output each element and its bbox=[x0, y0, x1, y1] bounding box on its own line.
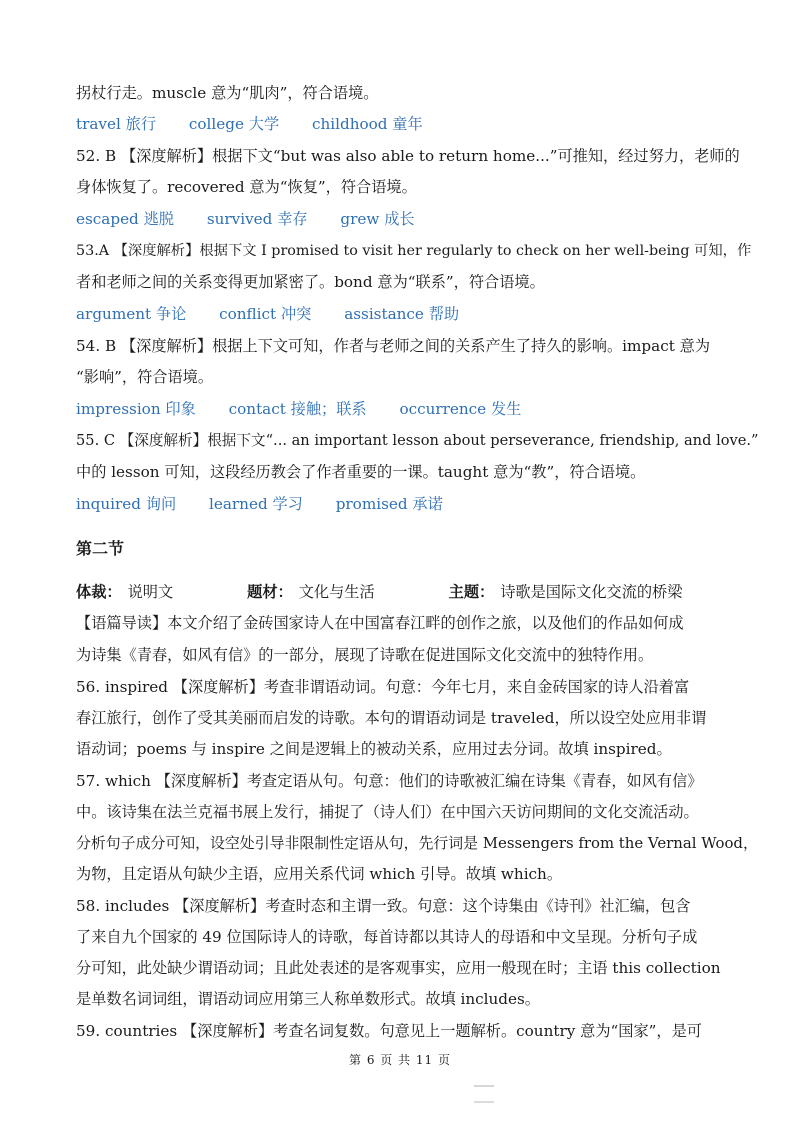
text-line: 为诗集《青春，如风有信》的一部分，展现了诗歌在促进国际文化交流中的独特作用。 bbox=[76, 646, 654, 664]
option: impression 印象 bbox=[76, 400, 196, 418]
option: grew 成长 bbox=[340, 210, 415, 228]
option: learned 学习 bbox=[209, 495, 303, 513]
text-line: 拐杖行走。muscle 意为“肌肉”，符合语境。 bbox=[76, 84, 379, 102]
options-q51 bbox=[76, 113, 760, 135]
answer-52-line: 52. B 【深度解析】根据下文“but was also able to return home...”可推知，经过努力，老师的 bbox=[76, 147, 740, 165]
section-title: 第二节 bbox=[76, 539, 125, 558]
text-line: 身体恢复了。recovered 意为“恢复”，符合语境。 bbox=[76, 178, 417, 196]
answer-56-line: 56. inspired 【深度解析】考查非谓语动词。句意：今年七月，来自金砖国家的诗人沿着富 bbox=[76, 678, 690, 696]
text-line: 了来自九个国家的 49 位国际诗人的诗歌，每首诗都以其诗人的母语和中文呈现。分析句子成 bbox=[76, 928, 698, 946]
option: survived 幸存 bbox=[206, 210, 308, 228]
options-q53 bbox=[76, 303, 760, 325]
passage-meta bbox=[76, 581, 760, 603]
text-line: 分析句子成分可知，设空处引导非限制性定语从句，先行词是 Messengers from the Vernal Wood， bbox=[76, 834, 758, 852]
answer-58-line: 58. includes 【深度解析】考查时态和主谓一致。句意：这个诗集由《诗刊》社汇编，包含 bbox=[76, 897, 691, 915]
text-line: “影响”，符合语境。 bbox=[76, 368, 214, 386]
option: college 大学 bbox=[188, 115, 280, 133]
option: argument 争论 bbox=[76, 305, 187, 323]
text-line: 中。该诗集在法兰克福书展上发行，捕捉了（诗人们）在中国六天访问期间的文化交流活动。 bbox=[76, 803, 699, 821]
text-line: 者和老师之间的关系变得更加紧密了。bond 意为“联系”，符合语境。 bbox=[76, 273, 545, 291]
theme-label: 主题： bbox=[448, 583, 495, 601]
text-line: 是单数名词词组，谓语动词应用第三人称单数形式。故填 includes。 bbox=[76, 990, 540, 1008]
option: conflict 冲突 bbox=[219, 305, 312, 323]
topic-value: 文化与生活 bbox=[298, 583, 375, 601]
text-line: 为物，且定语从句缺少主语，应用关系代词 which 引导。故填 which。 bbox=[76, 865, 563, 883]
option: escaped 逃脱 bbox=[76, 210, 174, 228]
options-q54 bbox=[76, 398, 760, 420]
option: occurrence 发生 bbox=[399, 400, 522, 418]
option: childhood 童年 bbox=[311, 115, 423, 133]
answer-53-line: 53.A 【深度解析】根据下文 I promised to visit her regularly to check on her well-being 可知，作 bbox=[76, 243, 752, 259]
answer-55-line: 55. C 【深度解析】根据下文“... an important lesson about perseverance, friendship, and love.” bbox=[76, 432, 759, 449]
option: inquired 询问 bbox=[76, 495, 177, 513]
text-line: 中的 lesson 可知，这段经历教会了作者重要的一课。taught 意为“教”，符合语境。 bbox=[76, 463, 646, 481]
page-number: 第 6 页 共 11 页 bbox=[349, 1053, 451, 1067]
option: travel 旅行 bbox=[76, 115, 157, 133]
options-q52 bbox=[76, 208, 760, 230]
option: contact 接触；联系 bbox=[228, 400, 367, 418]
theme-value: 诗歌是国际文化交流的桥梁 bbox=[500, 583, 683, 601]
genre-label: 体裁： bbox=[76, 583, 122, 601]
passage-intro-line: 【语篇导读】本文介绍了金砖国家诗人在中国富春江畔的创作之旅，以及他们的作品如何成 bbox=[76, 614, 684, 632]
options-q55 bbox=[76, 493, 760, 515]
answer-57-line: 57. which 【深度解析】考查定语从句。句意：他们的诗歌被汇编在诗集《青春，如风有信》 bbox=[76, 772, 703, 790]
genre-value: 说明文 bbox=[127, 583, 174, 601]
text-line: 春江旅行，创作了受其美丽而启发的诗歌。本句的谓语动词是 traveled，所以设空处应用非谓 bbox=[76, 709, 707, 727]
text-line: 语动词；poems 与 inspire 之间是逻辑上的被动关系，应用过去分词。故填 inspired。 bbox=[76, 740, 672, 758]
text-line: 分可知，此处缺少谓语动词；且此处表述的是客观事实，应用一般现在时；主语 this collection bbox=[76, 959, 721, 977]
answer-59-line: 59. countries 【深度解析】考查名词复数。句意见上一题解析。country 意为“国家”，是可 bbox=[76, 1022, 702, 1040]
scan-artifact bbox=[474, 1085, 494, 1103]
option: promised 承诺 bbox=[335, 495, 443, 513]
topic-label: 题材： bbox=[247, 583, 293, 601]
option: assistance 帮助 bbox=[344, 305, 460, 323]
answer-54-line: 54. B 【深度解析】根据上下文可知，作者与老师之间的关系产生了持久的影响。impact 意为 bbox=[76, 337, 711, 355]
